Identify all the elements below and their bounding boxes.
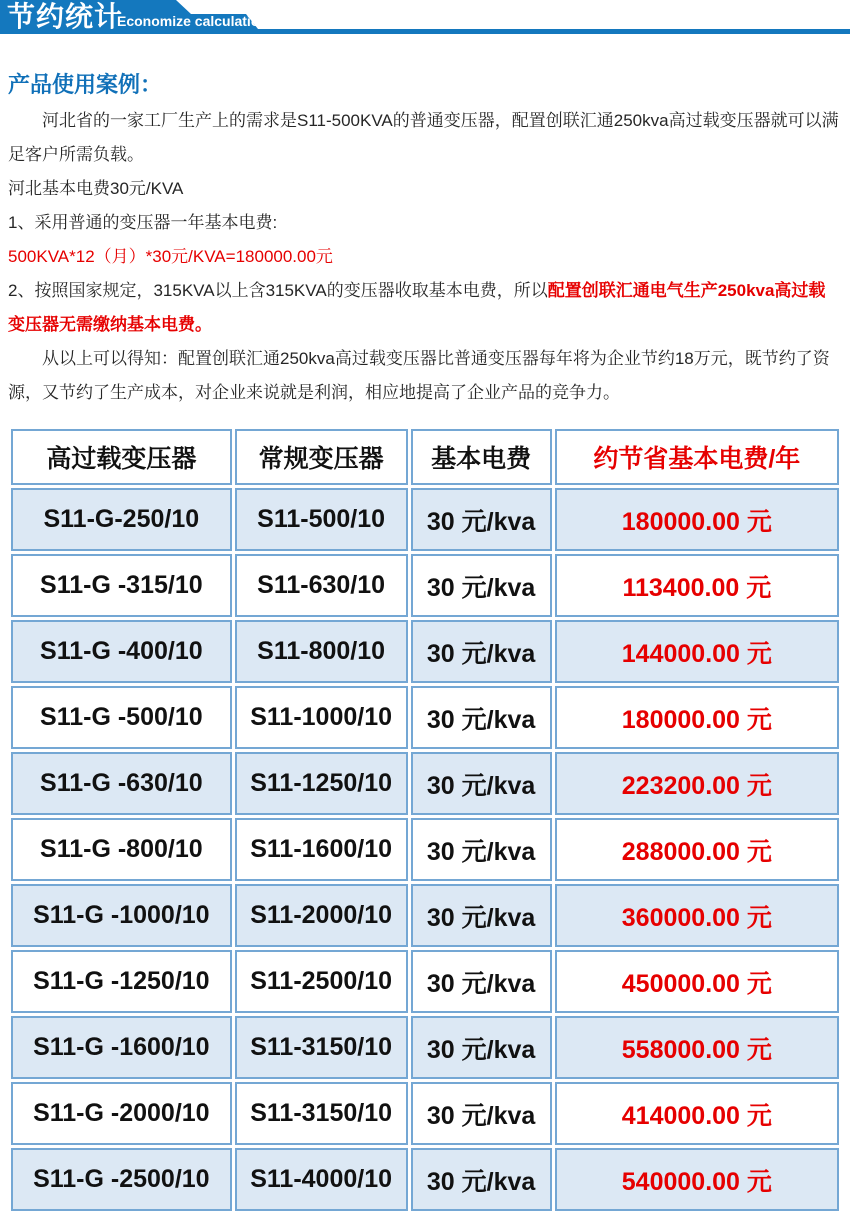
cell-annual-savings: 113400.00 元 <box>555 554 839 617</box>
paragraph-item2-black: 2、按照国家规定，315KVA以上含315KVA的变压器收取基本电费，所以 <box>8 281 548 300</box>
cell-base-fee: 30 元/kva <box>411 752 552 815</box>
paragraph-case-intro: 河北省的一家工厂生产上的需求是S11-500KVA的普通变压器，配置创联汇通250kva高过载变压器就可以满足客户所需负载。 <box>8 111 839 164</box>
cell-regular-model: S11-500/10 <box>235 488 408 551</box>
header-row <box>11 429 839 485</box>
paragraph-base-fee: 河北基本电费30元/KVA <box>8 179 184 198</box>
cell-regular-model: S11-2000/10 <box>235 884 408 947</box>
cell-regular-model: S11-630/10 <box>235 554 408 617</box>
table-row <box>11 950 839 1013</box>
cell-annual-savings: 223200.00 元 <box>555 752 839 815</box>
table-row <box>11 1016 839 1079</box>
case-text-block <box>8 104 840 410</box>
cell-annual-savings: 288000.00 元 <box>555 818 839 881</box>
cell-annual-savings: 414000.00 元 <box>555 1082 839 1145</box>
table-row <box>11 1082 839 1145</box>
cell-base-fee: 30 元/kva <box>411 554 552 617</box>
paragraph-item1-label: 1、采用普通的变压器一年基本电费: <box>8 213 278 232</box>
cell-high-overload-model: S11-G -630/10 <box>11 752 232 815</box>
cell-base-fee: 30 元/kva <box>411 620 552 683</box>
col-header-high-overload: 高过载变压器 <box>11 429 232 485</box>
cell-high-overload-model: S11-G -2000/10 <box>11 1082 232 1145</box>
paragraph-item1-formula: 500KVA*12（月）*30元/KVA=180000.00元 <box>8 247 333 266</box>
cell-high-overload-model: S11-G -1000/10 <box>11 884 232 947</box>
col-header-base-fee: 基本电费 <box>411 429 552 485</box>
cell-regular-model: S11-3150/10 <box>235 1016 408 1079</box>
cell-high-overload-model: S11-G -500/10 <box>11 686 232 749</box>
col-header-annual-savings: 约节省基本电费/年 <box>555 429 839 485</box>
top-banner <box>0 0 850 34</box>
cell-base-fee: 30 元/kva <box>411 1148 552 1211</box>
cell-regular-model: S11-4000/10 <box>235 1148 408 1211</box>
paragraph-item2-red: 配置创联汇通电气生产250kva高过载变压器无需缴纳基本电费。 <box>8 281 826 334</box>
cell-base-fee: 30 元/kva <box>411 686 552 749</box>
cell-annual-savings: 540000.00 元 <box>555 1148 839 1211</box>
banner-title: 节约统计 <box>7 1 124 32</box>
table-row <box>11 818 839 881</box>
cell-regular-model: S11-3150/10 <box>235 1082 408 1145</box>
cell-annual-savings: 450000.00 元 <box>555 950 839 1013</box>
cell-regular-model: S11-1250/10 <box>235 752 408 815</box>
cell-high-overload-model: S11-G -800/10 <box>11 818 232 881</box>
table-row <box>11 884 839 947</box>
cell-annual-savings: 360000.00 元 <box>555 884 839 947</box>
cell-annual-savings: 144000.00 元 <box>555 620 839 683</box>
cell-high-overload-model: S11-G-250/10 <box>11 488 232 551</box>
cell-regular-model: S11-2500/10 <box>235 950 408 1013</box>
cell-high-overload-model: S11-G -315/10 <box>11 554 232 617</box>
cell-base-fee: 30 元/kva <box>411 488 552 551</box>
cell-base-fee: 30 元/kva <box>411 818 552 881</box>
savings-table <box>8 426 842 1214</box>
cell-regular-model: S11-1600/10 <box>235 818 408 881</box>
cell-high-overload-model: S11-G -1600/10 <box>11 1016 232 1079</box>
cell-base-fee: 30 元/kva <box>411 884 552 947</box>
paragraph-item2 <box>8 274 840 342</box>
col-header-regular: 常规变压器 <box>235 429 408 485</box>
cell-annual-savings: 558000.00 元 <box>555 1016 839 1079</box>
cell-regular-model: S11-800/10 <box>235 620 408 683</box>
cell-base-fee: 30 元/kva <box>411 1016 552 1079</box>
cell-high-overload-model: S11-G -1250/10 <box>11 950 232 1013</box>
cell-base-fee: 30 元/kva <box>411 1082 552 1145</box>
page-heading: 产品使用案例： <box>8 72 163 97</box>
cell-high-overload-model: S11-G -400/10 <box>11 620 232 683</box>
cell-annual-savings: 180000.00 元 <box>555 488 839 551</box>
cell-high-overload-model: S11-G -2500/10 <box>11 1148 232 1211</box>
savings-table-header <box>11 429 839 485</box>
savings-table-body <box>11 488 839 1211</box>
page-content <box>0 72 850 1214</box>
cell-regular-model: S11-1000/10 <box>235 686 408 749</box>
cell-annual-savings: 180000.00 元 <box>555 686 839 749</box>
cell-base-fee: 30 元/kva <box>411 950 552 1013</box>
banner-subtitle: Economize calculation <box>117 13 268 29</box>
table-row <box>11 554 839 617</box>
table-row <box>11 1148 839 1211</box>
table-row <box>11 620 839 683</box>
table-row <box>11 686 839 749</box>
table-row <box>11 752 839 815</box>
paragraph-conclusion: 从以上可以得知：配置创联汇通250kva高过载变压器比普通变压器每年将为企业节约18万元，既节约了资源，又节约了生产成本，对企业来说就是利润，相应地提高了企业产品的竞争力。 <box>8 349 830 402</box>
table-row <box>11 488 839 551</box>
